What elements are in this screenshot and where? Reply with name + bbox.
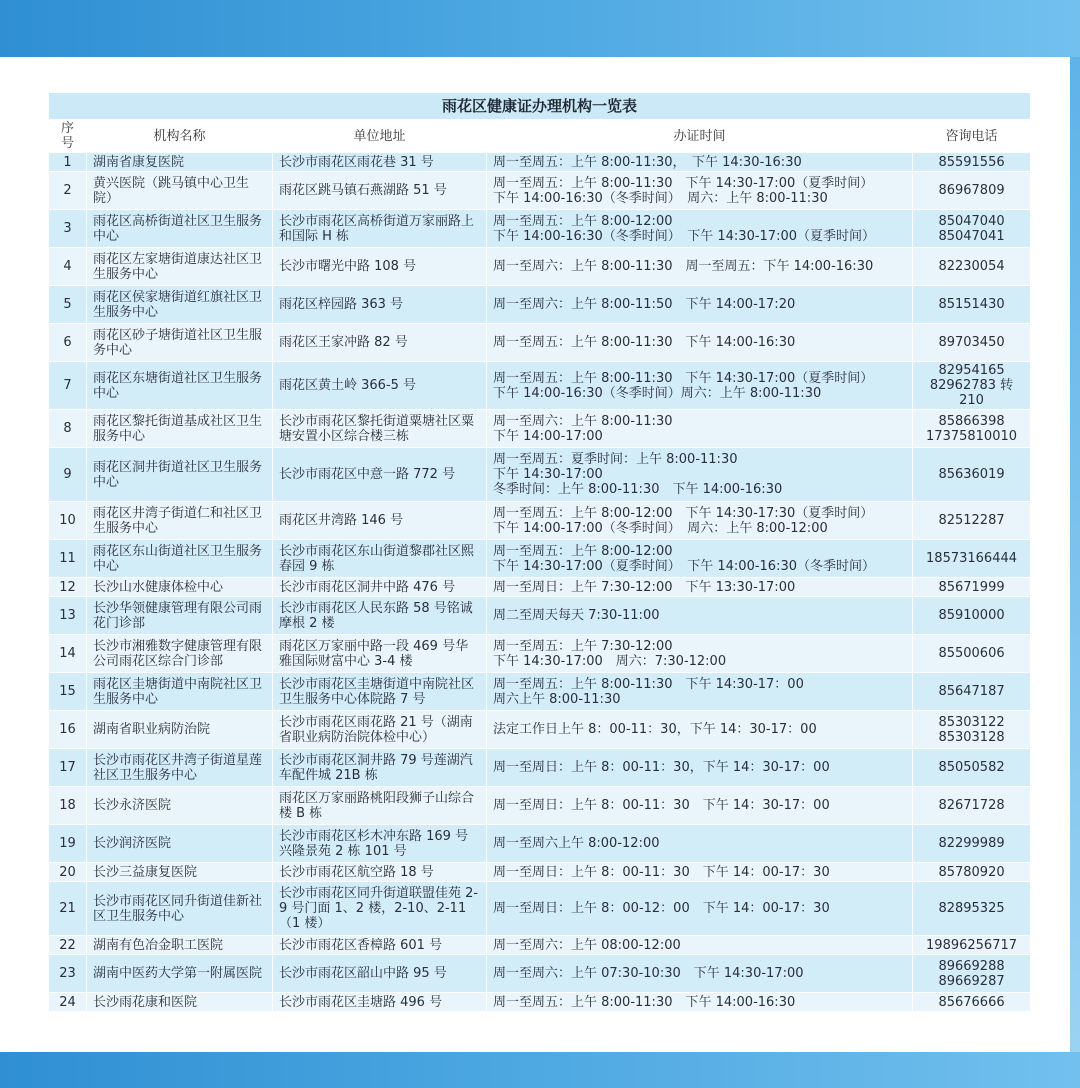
institution-name-text: 雨花区高桥街道社区卫生服务中心 — [93, 213, 263, 244]
office-hours-text: 周一至周五：上午 8:00-11:30 下午 14:30-17:00（夏季时间） 下午 14:00-16:30（冬季时间） 周六：上午 8:00-11:30 — [493, 175, 874, 206]
row-number — [49, 410, 87, 448]
contact-phone — [913, 882, 1031, 936]
header-row — [49, 120, 1031, 153]
office-hours-text: 法定工作日上午 8：00-11：30，下午 14：30-17：00 — [493, 722, 817, 737]
office-hours-text: 周一至周六：上午 07:30-10:30 下午 14:30-17:00 — [493, 966, 804, 981]
contact-phone — [913, 410, 1031, 448]
institution-address-text: 长沙市雨花区同升街道联盟佳苑 2-9 号门面 1、2 楼，2-10、2-11（1 楼） — [279, 886, 479, 931]
table-row — [49, 635, 1031, 673]
institution-address-text: 长沙市雨花区杉木冲东路 169 号兴隆景苑 2 栋 101 号 — [279, 828, 469, 859]
row-number — [49, 324, 87, 362]
header-name: 机构名称 — [87, 120, 273, 153]
institution-address-text: 长沙市雨花区韶山中路 95 号 — [279, 966, 447, 981]
row-number-text: 15 — [59, 684, 76, 699]
institution-address — [273, 711, 487, 749]
row-number-text: 23 — [59, 966, 76, 981]
contact-phone-text: 85676666 — [938, 994, 1005, 1010]
row-number-text: 9 — [63, 467, 72, 482]
office-hours — [487, 882, 913, 936]
institution-name — [87, 410, 273, 448]
contact-phone — [913, 324, 1031, 362]
office-hours-text: 周二至周天每天 7:30-11:00 — [493, 608, 660, 623]
institution-name-text: 湖南中医药大学第一附属医院 — [93, 966, 263, 981]
institution-name — [87, 711, 273, 749]
institution-address — [273, 153, 487, 172]
institution-name-text: 雨花区圭塘街道中南院社区卫生服务中心 — [93, 676, 263, 707]
institution-address — [273, 635, 487, 673]
office-hours — [487, 825, 913, 863]
office-hours — [487, 286, 913, 324]
office-hours-text: 周一至周五：上午 8:00-12:00 下午 14:30-17:00（夏季时间） 下午 14:00-16:30（冬季时间） — [493, 543, 876, 574]
office-hours-text: 周一至周六：上午 08:00-12:00 — [493, 937, 681, 953]
office-hours — [487, 210, 913, 248]
office-hours-text: 周一至周五：上午 7:30-12:00 下午 14:30-17:00 周六：7:30-12:00 — [493, 638, 727, 669]
table-row — [49, 210, 1031, 248]
table-row — [49, 711, 1031, 749]
table-row — [49, 502, 1031, 540]
office-hours — [487, 673, 913, 711]
row-number-text: 19 — [59, 836, 76, 851]
office-hours — [487, 635, 913, 673]
institution-name — [87, 749, 273, 787]
institution-address-text: 雨花区井湾路 146 号 — [279, 513, 404, 528]
contact-phone-text: 82299989 — [938, 836, 1005, 851]
institution-address-text: 长沙市曙光中路 108 号 — [279, 259, 417, 274]
office-hours — [487, 153, 913, 172]
contact-phone-text: 89703450 — [938, 335, 1005, 350]
row-number-text: 24 — [59, 994, 76, 1010]
row-number — [49, 286, 87, 324]
institution-address — [273, 936, 487, 955]
institution-address-text: 长沙市雨花区香樟路 601 号 — [279, 937, 443, 953]
institution-name — [87, 210, 273, 248]
row-number — [49, 153, 87, 172]
institution-address — [273, 787, 487, 825]
row-number-text: 1 — [63, 154, 72, 170]
institution-name — [87, 955, 273, 993]
side-decorative-strip — [1070, 57, 1080, 1052]
row-number-text: 17 — [59, 760, 76, 775]
institution-name-text: 长沙华领健康管理有限公司雨花门诊部 — [93, 600, 263, 631]
row-number — [49, 578, 87, 597]
institution-address — [273, 578, 487, 597]
contact-phone-text: 85047040 85047041 — [938, 213, 1005, 244]
row-number-text: 20 — [59, 864, 76, 880]
contact-phone — [913, 597, 1031, 635]
institution-name — [87, 448, 273, 502]
institution-address — [273, 448, 487, 502]
institution-address — [273, 673, 487, 711]
contact-phone-text: 82671728 — [938, 798, 1005, 813]
institution-address-text: 长沙市雨花区雨花路 21 号（湖南省职业病防治院体检中心） — [279, 714, 473, 745]
institution-name — [87, 362, 273, 410]
institution-name-text: 黄兴医院（跳马镇中心卫生院） — [93, 175, 250, 206]
institution-address-text: 长沙市雨花区高桥街道万家丽路上和国际 H 栋 — [279, 213, 475, 244]
office-hours-text: 周一至周六：上午 8:00-11:50 下午 14:00-17:20 — [493, 297, 796, 312]
institution-address — [273, 502, 487, 540]
office-hours — [487, 172, 913, 210]
institution-address — [273, 993, 487, 1012]
contact-phone-text: 85910000 — [938, 608, 1005, 623]
row-number — [49, 540, 87, 578]
institution-address-text: 雨花区跳马镇石燕湖路 51 号 — [279, 183, 447, 198]
institution-address — [273, 597, 487, 635]
table-row — [49, 578, 1031, 597]
office-hours-text: 周一至周六：上午 8:00-11:30 周一至周五：下午 14:00-16:30 — [493, 259, 874, 274]
institution-address — [273, 749, 487, 787]
institution-address — [273, 955, 487, 993]
row-number-text: 5 — [63, 297, 72, 312]
contact-phone-text: 85303122 85303128 — [938, 714, 1005, 745]
institution-address-text: 长沙市雨花区东山街道黎郡社区熙春园 9 栋 — [279, 543, 475, 574]
institution-address-text: 长沙市雨花区航空路 18 号 — [279, 864, 434, 880]
contact-phone — [913, 362, 1031, 410]
office-hours — [487, 578, 913, 597]
row-number-text: 16 — [59, 722, 76, 737]
institution-address — [273, 540, 487, 578]
row-number — [49, 635, 87, 673]
header-phone: 咨询电话 — [913, 120, 1031, 153]
row-number-text: 12 — [59, 579, 76, 595]
table-row — [49, 749, 1031, 787]
institution-name — [87, 502, 273, 540]
office-hours-text: 周一至周五：上午 8:00-11:30 下午 14:00-16:30 — [493, 335, 796, 350]
institution-table-container — [48, 92, 1030, 1012]
institution-name — [87, 286, 273, 324]
contact-phone — [913, 936, 1031, 955]
contact-phone-text: 85050582 — [938, 760, 1005, 775]
row-number — [49, 172, 87, 210]
institution-name-text: 湖南省康复医院 — [93, 154, 185, 170]
office-hours-text: 周一至周日：上午 8：00-11：30 下午 14：30-17：00 — [493, 798, 830, 813]
row-number — [49, 210, 87, 248]
office-hours-text: 周一至周五：上午 8:00-11:30， 下午 14:30-16:30 — [493, 154, 802, 170]
institution-address — [273, 210, 487, 248]
row-number — [49, 248, 87, 286]
institution-address-text: 长沙市雨花区洞井路 79 号莲湖汽车配件城 21B 栋 — [279, 752, 473, 783]
table-row — [49, 955, 1031, 993]
institution-address-text: 长沙市雨花区圭塘街道中南院社区卫生服务中心体院路 7 号 — [279, 676, 475, 707]
row-number — [49, 502, 87, 540]
office-hours — [487, 936, 913, 955]
institution-address-text: 长沙市雨花区中意一路 772 号 — [279, 467, 456, 482]
row-number-text: 7 — [63, 378, 72, 393]
contact-phone — [913, 711, 1031, 749]
header-hours: 办证时间 — [487, 120, 913, 153]
row-number-text: 10 — [59, 513, 76, 528]
table-row — [49, 362, 1031, 410]
institution-name — [87, 153, 273, 172]
contact-phone — [913, 502, 1031, 540]
table-row — [49, 448, 1031, 502]
institution-name — [87, 673, 273, 711]
institution-name-text: 雨花区东塘街道社区卫生服务中心 — [93, 370, 263, 401]
institution-address — [273, 286, 487, 324]
institution-name-text: 长沙山水健康体检中心 — [93, 579, 224, 595]
office-hours — [487, 863, 913, 882]
table-row — [49, 324, 1031, 362]
institution-table — [48, 92, 1031, 1012]
contact-phone — [913, 825, 1031, 863]
table-row — [49, 993, 1031, 1012]
row-number — [49, 597, 87, 635]
row-number — [49, 936, 87, 955]
contact-phone — [913, 172, 1031, 210]
office-hours — [487, 362, 913, 410]
row-number — [49, 448, 87, 502]
row-number — [49, 711, 87, 749]
office-hours-text: 周一至周五：上午 8:00-11:30 下午 14:00-16:30 — [493, 994, 796, 1010]
institution-name — [87, 172, 273, 210]
contact-phone — [913, 448, 1031, 502]
contact-phone-text: 89669288 89669287 — [938, 958, 1005, 989]
office-hours — [487, 324, 913, 362]
institution-name-text: 雨花区东山街道社区卫生服务中心 — [93, 543, 263, 574]
institution-name-text: 长沙永济医院 — [93, 798, 172, 813]
table-row — [49, 936, 1031, 955]
office-hours-text: 周一至周五：上午 8:00-11:30 下午 14:30-17：00 周六上午 8:00-11:30 — [493, 676, 804, 707]
contact-phone-text: 85636019 — [938, 467, 1005, 482]
contact-phone-text: 82230054 — [938, 259, 1005, 274]
office-hours-text: 周一至周五：上午 8:00-11:30 下午 14:30-17:00（夏季时间） 下午 14:00-16:30（冬季时间）周六：上午 8:00-11:30 — [493, 370, 874, 401]
institution-address — [273, 882, 487, 936]
contact-phone-text: 85591556 — [938, 154, 1005, 170]
institution-name-text: 湖南省职业病防治院 — [93, 722, 211, 737]
institution-address — [273, 863, 487, 882]
contact-phone — [913, 578, 1031, 597]
row-number — [49, 825, 87, 863]
institution-name-text: 雨花区洞井街道社区卫生服务中心 — [93, 459, 263, 490]
institution-name — [87, 936, 273, 955]
table-row — [49, 540, 1031, 578]
top-decorative-band — [0, 0, 1080, 57]
contact-phone-text: 85866398 17375810010 — [926, 413, 1018, 444]
office-hours — [487, 448, 913, 502]
office-hours — [487, 597, 913, 635]
row-number-text: 3 — [63, 221, 72, 236]
office-hours — [487, 410, 913, 448]
institution-name-text: 长沙市雨花区同升街道佳新社区卫生服务中心 — [93, 893, 263, 924]
contact-phone — [913, 863, 1031, 882]
institution-address — [273, 410, 487, 448]
institution-name-text: 长沙市湘雅数字健康管理有限公司雨花区综合门诊部 — [93, 638, 263, 669]
institution-name — [87, 578, 273, 597]
institution-address-text: 雨花区黄土岭 366-5 号 — [279, 378, 417, 393]
contact-phone-text: 85647187 — [938, 684, 1005, 699]
contact-phone — [913, 749, 1031, 787]
table-row — [49, 597, 1031, 635]
contact-phone-text: 85671999 — [938, 579, 1005, 595]
institution-address-text: 长沙市雨花区雨花巷 31 号 — [279, 154, 434, 170]
row-number-text: 11 — [59, 551, 76, 566]
institution-name-text: 雨花区井湾子街道仁和社区卫生服务中心 — [93, 505, 263, 536]
contact-phone-text: 82954165 82962783 转 210 — [929, 363, 1014, 408]
table-row — [49, 673, 1031, 711]
office-hours-text: 周一至周六上午 8:00-12:00 — [493, 836, 660, 851]
contact-phone-text: 19896256717 — [926, 937, 1018, 953]
contact-phone — [913, 153, 1031, 172]
row-number-text: 21 — [59, 901, 76, 916]
table-row — [49, 172, 1031, 210]
institution-address — [273, 362, 487, 410]
table-row — [49, 882, 1031, 936]
row-number — [49, 362, 87, 410]
row-number-text: 14 — [59, 646, 76, 661]
institution-address — [273, 248, 487, 286]
office-hours — [487, 248, 913, 286]
contact-phone — [913, 210, 1031, 248]
bottom-decorative-band — [0, 1052, 1080, 1088]
institution-name — [87, 825, 273, 863]
contact-phone-text: 82895325 — [938, 901, 1005, 916]
contact-phone-text: 86967809 — [938, 183, 1005, 198]
table-row — [49, 863, 1031, 882]
header-no: 序号 — [49, 120, 87, 153]
office-hours — [487, 711, 913, 749]
institution-address-text: 雨花区万家丽中路一段 469 号华雅国际财富中心 3-4 楼 — [279, 638, 469, 669]
contact-phone-text: 85151430 — [938, 297, 1005, 312]
table-row — [49, 248, 1031, 286]
table-row — [49, 153, 1031, 172]
table-row — [49, 410, 1031, 448]
contact-phone-text: 85500606 — [938, 646, 1005, 661]
institution-name-text: 雨花区黎托街道基成社区卫生服务中心 — [93, 413, 263, 444]
table-row — [49, 286, 1031, 324]
office-hours — [487, 955, 913, 993]
office-hours-text: 周一至周日：上午 8：00-11：30，下午 14：30-17：00 — [493, 760, 830, 775]
institution-name-text: 湖南有色冶金职工医院 — [93, 937, 224, 953]
institution-address-text: 雨花区万家丽路桃阳段狮子山综合楼 B 栋 — [279, 790, 475, 821]
row-number — [49, 955, 87, 993]
row-number-text: 6 — [63, 335, 72, 350]
institution-name-text: 长沙三益康复医院 — [93, 864, 198, 880]
institution-name — [87, 324, 273, 362]
office-hours — [487, 993, 913, 1012]
row-number — [49, 882, 87, 936]
institution-name — [87, 993, 273, 1012]
office-hours-text: 周一至周五：上午 8:00-12:00 下午 14:30-17:30（夏季时间） 下午 14:00-17:00（冬季时间） 周六：上午 8:00-12:00 — [493, 505, 874, 536]
contact-phone-text: 82512287 — [938, 513, 1005, 528]
office-hours — [487, 502, 913, 540]
row-number — [49, 993, 87, 1012]
table-row — [49, 787, 1031, 825]
institution-address-text: 长沙市雨花区黎托街道粟塘社区粟塘安置小区综合楼三栋 — [279, 413, 475, 444]
row-number-text: 13 — [59, 608, 76, 623]
office-hours — [487, 540, 913, 578]
contact-phone — [913, 673, 1031, 711]
institution-name-text: 长沙润济医院 — [93, 836, 172, 851]
institution-address-text: 雨花区王家冲路 82 号 — [279, 335, 408, 350]
institution-name — [87, 863, 273, 882]
institution-name — [87, 597, 273, 635]
contact-phone — [913, 248, 1031, 286]
institution-name — [87, 248, 273, 286]
row-number-text: 22 — [59, 937, 76, 953]
contact-phone-text: 85780920 — [938, 864, 1005, 880]
row-number-text: 18 — [59, 798, 76, 813]
office-hours-text: 周一至周六：上午 8:00-11:30 下午 14:00-17:00 — [493, 413, 673, 444]
office-hours-text: 周一至周五：上午 8:00-12:00 下午 14:00-16:30（冬季时间） 下午 14:30-17:00（夏季时间） — [493, 213, 876, 244]
row-number — [49, 787, 87, 825]
institution-name-text: 雨花区侯家塘街道红旗社区卫生服务中心 — [93, 289, 263, 320]
institution-name — [87, 882, 273, 936]
header-address: 单位地址 — [273, 120, 487, 153]
contact-phone — [913, 787, 1031, 825]
table-title: 雨花区健康证办理机构一览表 — [49, 93, 1031, 120]
institution-address-text: 雨花区梓园路 363 号 — [279, 297, 404, 312]
office-hours-text: 周一至周五：夏季时间：上午 8:00-11:30 下午 14:30-17:00 冬季时间：上午 8:00-11:30 下午 14:00-16:30 — [493, 452, 783, 497]
institution-name — [87, 635, 273, 673]
row-number — [49, 863, 87, 882]
row-number-text: 8 — [63, 421, 72, 436]
office-hours-text: 周一至周日：上午 8：00-11：30 下午 14：00-17：30 — [493, 864, 830, 880]
office-hours-text: 周一至周日：上午 7:30-12:00 下午 13:30-17:00 — [493, 579, 796, 595]
institution-name — [87, 540, 273, 578]
office-hours-text: 周一至周日：上午 8：00-12：00 下午 14：00-17：30 — [493, 901, 830, 916]
row-number — [49, 673, 87, 711]
contact-phone — [913, 635, 1031, 673]
contact-phone-text: 18573166444 — [926, 551, 1018, 566]
institution-address — [273, 825, 487, 863]
institution-name-text: 长沙市雨花区井湾子街道星莲社区卫生服务中心 — [93, 752, 263, 783]
institution-address — [273, 324, 487, 362]
institution-name — [87, 787, 273, 825]
row-number-text: 2 — [63, 183, 72, 198]
office-hours — [487, 749, 913, 787]
institution-name-text: 长沙雨花康和医院 — [93, 994, 198, 1010]
institution-address-text: 长沙市雨花区人民东路 58 号铭诚摩根 2 楼 — [279, 600, 473, 631]
institution-address-text: 长沙市雨花区圭塘路 496 号 — [279, 994, 443, 1010]
contact-phone — [913, 540, 1031, 578]
institution-address-text: 长沙市雨花区洞井中路 476 号 — [279, 579, 456, 595]
contact-phone — [913, 286, 1031, 324]
institution-address — [273, 172, 487, 210]
table-row — [49, 825, 1031, 863]
row-number-text: 4 — [63, 259, 72, 274]
row-number — [49, 749, 87, 787]
institution-name-text: 雨花区砂子塘街道社区卫生服务中心 — [93, 327, 263, 358]
contact-phone — [913, 955, 1031, 993]
office-hours — [487, 787, 913, 825]
contact-phone — [913, 993, 1031, 1012]
institution-name-text: 雨花区左家塘街道康达社区卫生服务中心 — [93, 251, 263, 282]
